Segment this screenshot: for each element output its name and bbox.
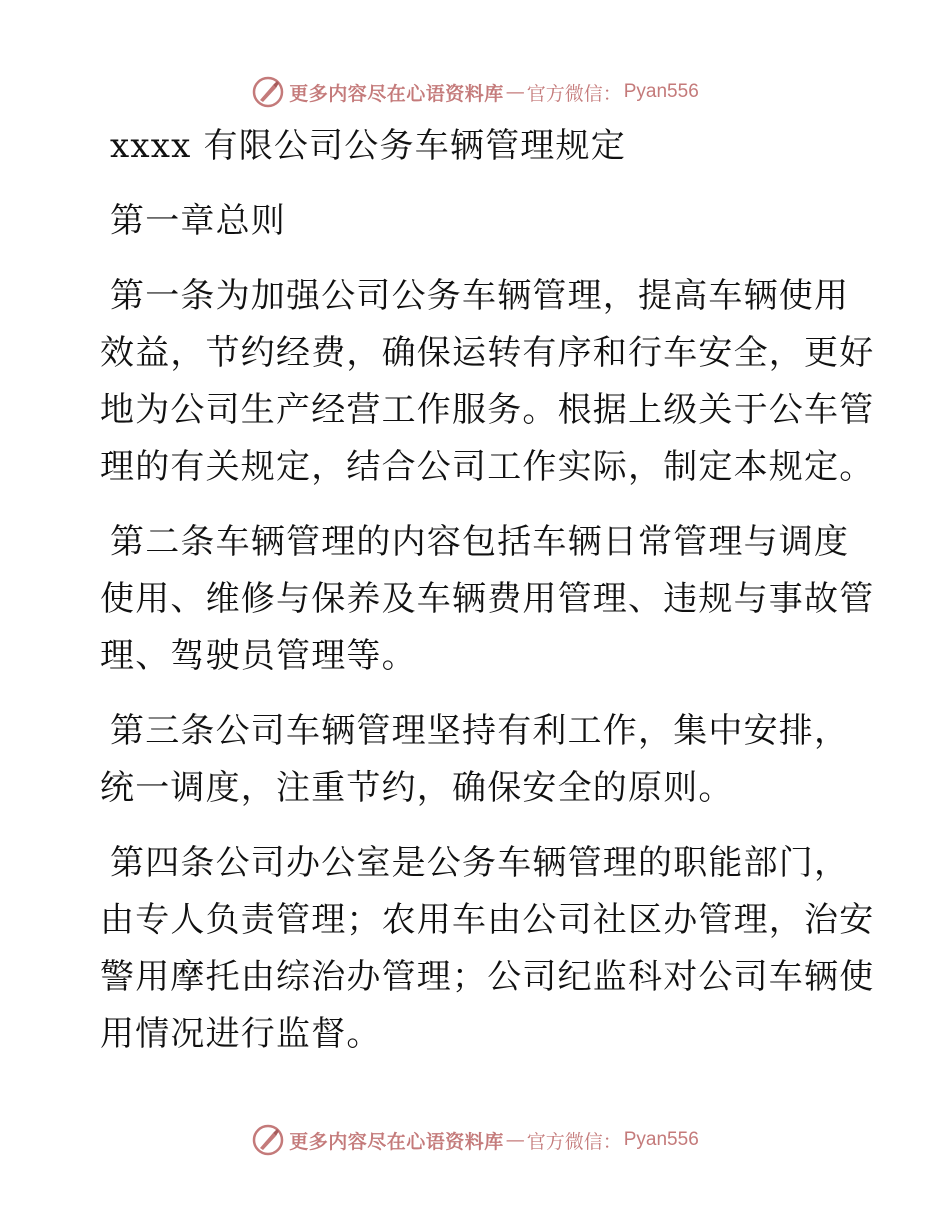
- article-line: 理、驾驶员管理等。: [100, 636, 417, 676]
- article-2: [100, 514, 875, 685]
- article-line: 由专人负责管理；农用车由公司社区办管理，治安: [100, 900, 875, 940]
- footer-watermark: [0, 1118, 950, 1162]
- article-line: 警用摩托由综治办管理；公司纪监科对公司车辆使: [100, 957, 875, 997]
- article-line: 用情况进行监督。: [100, 1014, 382, 1054]
- watermark-contact-id: Pyan556: [623, 81, 699, 102]
- article-line: 使用、维修与保养及车辆费用管理、违规与事故管: [100, 579, 875, 619]
- watermark-separator: —: [505, 81, 525, 103]
- article-4: [100, 835, 875, 1063]
- article-line: 效益，节约经费，确保运转有序和行车安全，更好: [100, 333, 875, 373]
- watermark-contact-label: 官方微信：: [526, 82, 622, 105]
- document-body: [100, 118, 875, 1063]
- watermark-text: 更多内容尽在心语资料库: [289, 82, 504, 105]
- article-3: [100, 703, 860, 817]
- article-line: 第一条为加强公司公务车辆管理，提高车辆使用: [110, 276, 850, 316]
- article-line: 第四条公司办公室是公务车辆管理的职能部门，: [110, 843, 850, 883]
- pen-logo-icon: [251, 1123, 285, 1157]
- watermark-separator: —: [505, 1129, 525, 1151]
- header-watermark: [0, 70, 950, 114]
- article-line: 理的有关规定，结合公司工作实际，制定本规定。: [100, 447, 875, 487]
- pen-logo-icon: [251, 75, 285, 109]
- document-title: xxxx 有限公司公务车辆管理规定: [110, 126, 626, 166]
- watermark-contact-id: Pyan556: [623, 1129, 699, 1150]
- chapter-heading: 第一章总则: [110, 201, 286, 241]
- watermark-contact-label: 官方微信：: [526, 1130, 622, 1153]
- article-1: [100, 268, 875, 496]
- article-line: 统一调度，注重节约，确保安全的原则。: [100, 768, 734, 808]
- article-line: 地为公司生产经营工作服务。根据上级关于公车管: [100, 390, 875, 430]
- watermark-text: 更多内容尽在心语资料库: [289, 1130, 504, 1153]
- article-line: 第三条公司车辆管理坚持有利工作，集中安排，: [110, 711, 850, 751]
- article-line: 第二条车辆管理的内容包括车辆日常管理与调度: [110, 522, 850, 562]
